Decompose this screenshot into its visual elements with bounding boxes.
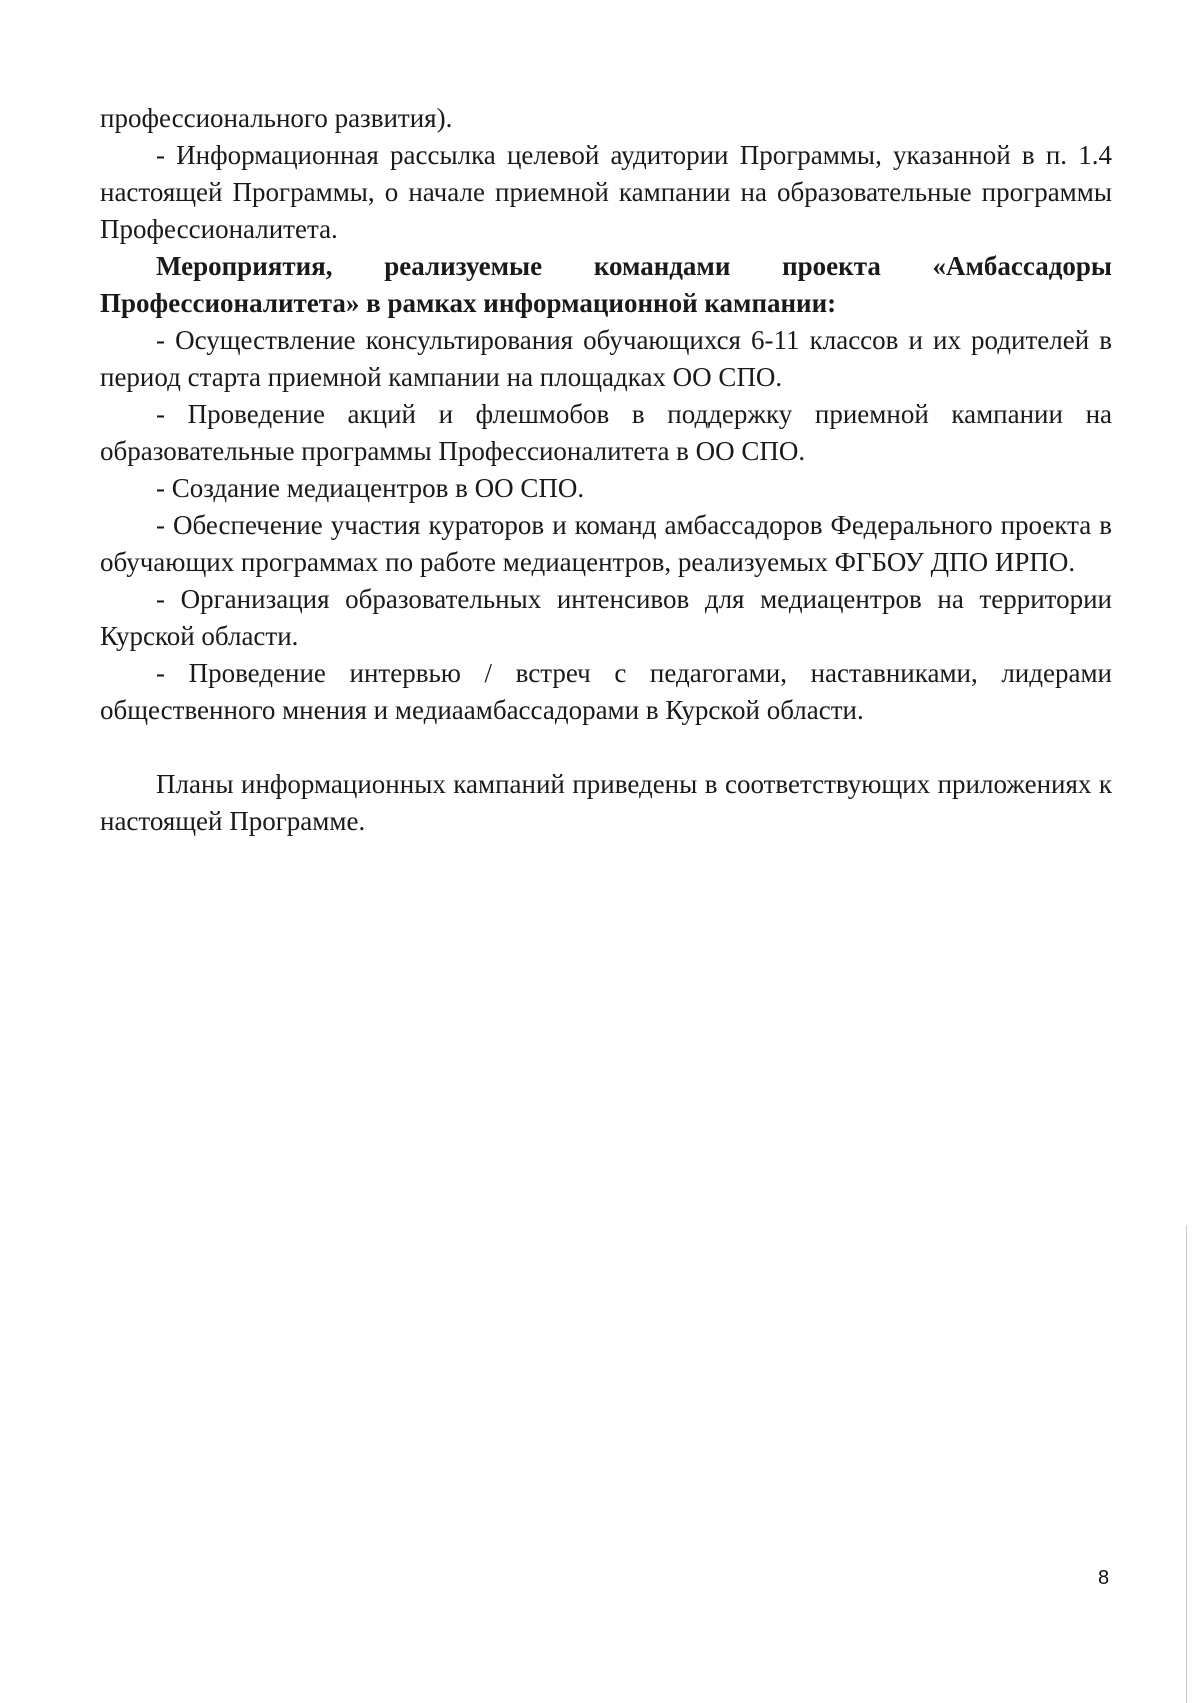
paragraph-mailing: - Информационная рассылка целевой аудитории Программы, указанной в п. 1.4 настоящей Программы, о начале приемной кампании на образовательные программы Профессионалитета.	[100, 140, 1112, 244]
paragraph-interviews: - Проведение интервью / встреч с педагогами, наставниками, лидерами общественного мнения и медиаамбассадорами в Курской области.	[100, 658, 1112, 725]
page-number: 8	[1098, 1567, 1110, 1589]
scan-edge-divider	[1186, 1225, 1187, 1703]
paragraph-flashmobs: - Проведение акций и флешмобов в поддержку приемной кампании на образовательные программы Профессионалитета в ОО СПО.	[100, 399, 1112, 466]
section-heading-ambassadors: Мероприятия, реализуемые командами проекта «Амбассадоры Профессионалитета» в рамках информационной кампании:	[100, 251, 1112, 318]
paragraph-intensives: - Организация образовательных интенсивов для медиацентров на территории Курской области.	[100, 584, 1112, 651]
document-body	[100, 100, 1112, 840]
paragraph-mediacenters: - Создание медиацентров в ОО СПО.	[156, 473, 585, 503]
paragraph-consulting: - Осуществление консультирования обучающихся 6-11 классов и их родителей в период старта приемной кампании на площадках ОО СПО.	[100, 325, 1112, 392]
paragraph-plans: Планы информационных кампаний приведены в соответствующих приложениях к настоящей Программе.	[100, 769, 1112, 836]
paragraph-curators: - Обеспечение участия кураторов и команд амбассадоров Федерального проекта в обучающих программах по работе медиацентров, реализуемых ФГБОУ ДПО ИРПО.	[100, 510, 1112, 577]
paragraph-spacer	[100, 729, 1112, 766]
paragraph-continuation: профессионального развития).	[100, 103, 453, 133]
